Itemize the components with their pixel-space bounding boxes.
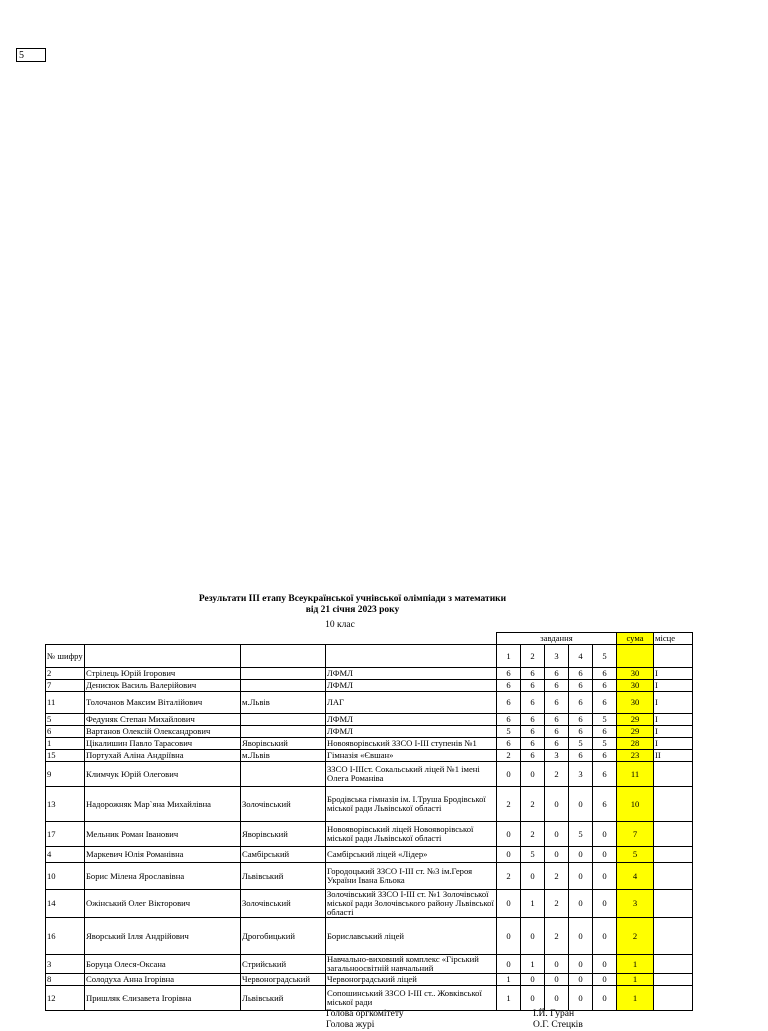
score-cell: 2	[545, 890, 569, 918]
district-cell: Дрогобицький	[241, 918, 326, 955]
district-cell: Самбірський	[241, 847, 326, 863]
score-cell: 0	[569, 890, 593, 918]
district-cell: Червоноградський	[241, 974, 326, 986]
name-cell: Борис Мілена Ярославівна	[85, 863, 241, 890]
score-cell: 6	[497, 692, 521, 714]
district-header-cell	[241, 645, 326, 668]
sum-cell: 10	[617, 787, 654, 822]
table-row	[46, 750, 693, 762]
score-cell: 2	[545, 863, 569, 890]
score-cell: 6	[545, 668, 569, 680]
score-cell: 0	[497, 918, 521, 955]
table-row	[46, 918, 693, 955]
score-cell: 0	[497, 847, 521, 863]
name-cell: Портухай Аліна Андріївна	[85, 750, 241, 762]
district-cell: Львівський	[241, 986, 326, 1011]
score-cell: 0	[569, 847, 593, 863]
score-cell: 1	[521, 890, 545, 918]
place-cell: І	[654, 738, 693, 750]
score-cell: 2	[521, 822, 545, 847]
name-cell: Денисюк Василь Валерійович	[85, 680, 241, 692]
score-cell: 6	[593, 750, 617, 762]
name-cell: Солодуха Анна Ігорівна	[85, 974, 241, 986]
district-cell	[241, 680, 326, 692]
cipher-cell: 13	[46, 787, 85, 822]
name-cell: Стрілець Юрій Ігорович	[85, 668, 241, 680]
sum-cell: 5	[617, 847, 654, 863]
cipher-cell: 8	[46, 974, 85, 986]
footer-sign-2: О.Г. Стецків	[533, 1020, 583, 1030]
district-cell	[241, 762, 326, 787]
score-cell: 0	[593, 847, 617, 863]
score-cell: 6	[497, 680, 521, 692]
school-cell: Новояворівський ліцей Новояворівської міської ради Львівської області	[326, 822, 497, 847]
name-cell: Мельник Роман Іванович	[85, 822, 241, 847]
title-line-1: Результати ІІІ етапу Всеукраїнської учнівської олімпіади з математики	[198, 594, 507, 604]
name-cell: Ожінський Олег Вікторович	[85, 890, 241, 918]
score-cell: 0	[497, 822, 521, 847]
score-cell: 1	[497, 986, 521, 1011]
school-cell: Золочівський ЗЗСО І-ІІІ ст. №1 Золочівської міської ради Золочівського району Львівської області	[326, 890, 497, 918]
score-cell: 6	[569, 692, 593, 714]
cipher-cell: 14	[46, 890, 85, 918]
score-cell: 6	[593, 668, 617, 680]
place-cell	[654, 787, 693, 822]
cipher-cell: 16	[46, 918, 85, 955]
cipher-cell: 1	[46, 738, 85, 750]
footer-signatures	[533, 1009, 583, 1031]
score-cell: 0	[521, 762, 545, 787]
sum-cell: 3	[617, 890, 654, 918]
sum-cell: 4	[617, 863, 654, 890]
score-cell: 2	[497, 863, 521, 890]
score-cell: 6	[569, 726, 593, 738]
name-cell: Федуняк Степан Михайлович	[85, 714, 241, 726]
score-cell: 6	[569, 680, 593, 692]
name-cell: Климчук Юрій Олегович	[85, 762, 241, 787]
sum-header-blank	[617, 645, 654, 668]
sum-cell: 11	[617, 762, 654, 787]
name-cell: Маркевич Юлія Романівна	[85, 847, 241, 863]
table-row	[46, 787, 693, 822]
sum-header: сума	[617, 633, 654, 645]
score-cell: 0	[593, 974, 617, 986]
place-cell	[654, 918, 693, 955]
score-cell: 0	[545, 822, 569, 847]
cipher-cell: 11	[46, 692, 85, 714]
name-cell: Боруца Олеся-Оксана	[85, 955, 241, 974]
place-cell	[654, 955, 693, 974]
score-cell: 2	[497, 750, 521, 762]
score-cell: 0	[593, 955, 617, 974]
score-cell: 0	[569, 955, 593, 974]
score-cell: 6	[521, 726, 545, 738]
school-cell: Бродівська гімназія ім. І.Труша Бродівської міської ради Львівської області	[326, 787, 497, 822]
name-cell: Яворський Ілля Андрійович	[85, 918, 241, 955]
place-cell	[654, 890, 693, 918]
score-cell: 6	[497, 738, 521, 750]
place-header: місце	[654, 633, 693, 645]
sum-cell: 7	[617, 822, 654, 847]
district-cell: м.Львів	[241, 692, 326, 714]
cipher-cell: 15	[46, 750, 85, 762]
task-number: 5	[593, 645, 617, 668]
table-row	[46, 986, 693, 1011]
score-cell: 1	[521, 955, 545, 974]
footer-roles	[326, 1009, 404, 1031]
table-row	[46, 890, 693, 918]
school-cell: ЛФМЛ	[326, 668, 497, 680]
place-cell	[654, 974, 693, 986]
place-cell: І	[654, 714, 693, 726]
score-cell: 6	[545, 726, 569, 738]
name-cell: Толочанов Максим Віталійович	[85, 692, 241, 714]
score-cell: 0	[545, 974, 569, 986]
score-cell: 5	[569, 738, 593, 750]
score-cell: 6	[545, 714, 569, 726]
sum-cell: 30	[617, 692, 654, 714]
score-cell: 0	[545, 986, 569, 1011]
school-cell: Навчально-виховний комплекс «Гірський загальноосвітній навчальний	[326, 955, 497, 974]
district-cell: Золочівський	[241, 787, 326, 822]
district-cell	[241, 726, 326, 738]
score-cell: 0	[593, 890, 617, 918]
score-cell: 6	[497, 714, 521, 726]
score-cell: 6	[497, 668, 521, 680]
footer-sign-1: І.Й. Гуран	[533, 1009, 575, 1019]
score-cell: 0	[593, 918, 617, 955]
footer-role-2: Голова журі	[326, 1020, 375, 1030]
score-cell: 6	[521, 668, 545, 680]
score-cell: 6	[593, 726, 617, 738]
table-row	[46, 762, 693, 787]
district-cell: Яворівський	[241, 738, 326, 750]
score-cell: 0	[569, 918, 593, 955]
cipher-cell: 5	[46, 714, 85, 726]
sum-cell: 30	[617, 668, 654, 680]
place-cell	[654, 986, 693, 1011]
cipher-cell: 12	[46, 986, 85, 1011]
place-cell: І	[654, 726, 693, 738]
place-cell	[654, 822, 693, 847]
district-cell	[241, 668, 326, 680]
score-cell: 0	[521, 918, 545, 955]
school-cell: Бориславський ліцей	[326, 918, 497, 955]
place-header-blank	[654, 645, 693, 668]
place-cell: І	[654, 692, 693, 714]
score-cell: 5	[593, 738, 617, 750]
sum-cell: 28	[617, 738, 654, 750]
place-cell: І	[654, 668, 693, 680]
document-title	[0, 594, 705, 616]
place-cell: ІІ	[654, 750, 693, 762]
score-cell: 6	[593, 762, 617, 787]
score-cell: 0	[497, 955, 521, 974]
school-cell: Самбірський ліцей «Лідер»	[326, 847, 497, 863]
school-cell: ЛАГ	[326, 692, 497, 714]
score-cell: 0	[497, 890, 521, 918]
score-cell: 6	[545, 692, 569, 714]
score-cell: 0	[569, 863, 593, 890]
score-cell: 6	[569, 750, 593, 762]
score-cell: 6	[521, 680, 545, 692]
district-cell: Яворівський	[241, 822, 326, 847]
score-cell: 6	[569, 668, 593, 680]
task-number: 3	[545, 645, 569, 668]
name-cell: Надорожняк Мар`яна Михайлівна	[85, 787, 241, 822]
score-cell: 1	[497, 974, 521, 986]
score-cell: 2	[521, 787, 545, 822]
cipher-cell: 9	[46, 762, 85, 787]
score-cell: 0	[569, 986, 593, 1011]
score-cell: 6	[545, 680, 569, 692]
school-header-cell	[326, 645, 497, 668]
cipher-cell: 17	[46, 822, 85, 847]
score-cell: 2	[497, 787, 521, 822]
place-cell	[654, 762, 693, 787]
name-cell: Вартанов Олексій Олександрович	[85, 726, 241, 738]
table-row	[46, 726, 693, 738]
table-row	[46, 847, 693, 863]
score-cell: 0	[545, 847, 569, 863]
score-cell: 6	[593, 680, 617, 692]
task-number: 2	[521, 645, 545, 668]
sum-cell: 23	[617, 750, 654, 762]
cipher-cell: 10	[46, 863, 85, 890]
school-cell: ЗЗСО І-ІІІст. Сокальський ліцей №1 імені Олега Романіва	[326, 762, 497, 787]
cipher-cell: 6	[46, 726, 85, 738]
score-cell: 6	[521, 714, 545, 726]
results-table	[45, 632, 693, 1011]
table-row	[46, 955, 693, 974]
score-cell: 0	[569, 787, 593, 822]
score-cell: 0	[521, 986, 545, 1011]
score-cell: 0	[593, 986, 617, 1011]
score-cell: 0	[497, 762, 521, 787]
school-cell: Гімназія «Євшан»	[326, 750, 497, 762]
school-cell: Городоцький ЗЗСО І-ІІІ ст. №3 ім.Героя України Івана Бльока	[326, 863, 497, 890]
title-line-2: від 21 січня 2023 року	[305, 605, 400, 615]
table-row	[46, 668, 693, 680]
name-cell: Цікалишин Павло Тарасович	[85, 738, 241, 750]
table-row	[46, 863, 693, 890]
sum-cell: 29	[617, 726, 654, 738]
class-label: 10 клас	[325, 620, 355, 630]
score-cell: 6	[569, 714, 593, 726]
place-cell: І	[654, 680, 693, 692]
score-cell: 3	[569, 762, 593, 787]
school-cell: ЛФМЛ	[326, 726, 497, 738]
score-cell: 0	[545, 787, 569, 822]
cipher-header: № шифру	[46, 645, 85, 668]
district-cell	[241, 714, 326, 726]
place-cell	[654, 863, 693, 890]
table-row	[46, 680, 693, 692]
table-row	[46, 714, 693, 726]
district-cell: м.Львів	[241, 750, 326, 762]
score-cell: 5	[497, 726, 521, 738]
score-cell: 6	[521, 750, 545, 762]
score-cell: 6	[521, 692, 545, 714]
task-number: 1	[497, 645, 521, 668]
cipher-cell: 4	[46, 847, 85, 863]
sum-cell: 29	[617, 714, 654, 726]
district-cell: Золочівський	[241, 890, 326, 918]
sum-cell: 2	[617, 918, 654, 955]
score-cell: 6	[545, 738, 569, 750]
sum-cell: 30	[617, 680, 654, 692]
score-cell: 0	[521, 974, 545, 986]
score-cell: 5	[569, 822, 593, 847]
school-cell: ЛФМЛ	[326, 714, 497, 726]
name-cell: Пришляк Єлизавета Ігорівна	[85, 986, 241, 1011]
score-cell: 3	[545, 750, 569, 762]
sum-cell: 1	[617, 955, 654, 974]
score-cell: 5	[521, 847, 545, 863]
score-cell: 6	[593, 787, 617, 822]
cipher-cell: 2	[46, 668, 85, 680]
score-cell: 6	[593, 692, 617, 714]
district-cell: Львівський	[241, 863, 326, 890]
school-cell: Червоноградський ліцей	[326, 974, 497, 986]
page-number: 5	[16, 48, 46, 62]
sum-cell: 1	[617, 986, 654, 1011]
sum-cell: 1	[617, 974, 654, 986]
task-number: 4	[569, 645, 593, 668]
school-cell: Новояворівський ЗЗСО І-ІІІ ступенів №1	[326, 738, 497, 750]
score-cell: 0	[593, 863, 617, 890]
score-cell: 0	[569, 974, 593, 986]
tasks-header: завдання	[497, 633, 617, 645]
score-cell: 0	[545, 955, 569, 974]
cipher-cell: 7	[46, 680, 85, 692]
footer-role-1: Голова оргкомітету	[326, 1009, 404, 1019]
score-cell: 2	[545, 762, 569, 787]
school-cell: Сопошинський ЗЗСО І-ІІІ ст.. Жовківської міської ради	[326, 986, 497, 1011]
name-header-cell	[85, 645, 241, 668]
score-cell: 0	[521, 863, 545, 890]
place-cell	[654, 847, 693, 863]
score-cell: 0	[593, 822, 617, 847]
score-cell: 6	[521, 738, 545, 750]
table-row	[46, 738, 693, 750]
header-row-numbers	[46, 645, 693, 668]
cipher-cell: 3	[46, 955, 85, 974]
school-cell: ЛФМЛ	[326, 680, 497, 692]
table-row	[46, 822, 693, 847]
table-row	[46, 692, 693, 714]
score-cell: 5	[593, 714, 617, 726]
score-cell: 2	[545, 918, 569, 955]
header-row-tasks	[46, 633, 693, 645]
table-row	[46, 974, 693, 986]
district-cell: Стрийський	[241, 955, 326, 974]
